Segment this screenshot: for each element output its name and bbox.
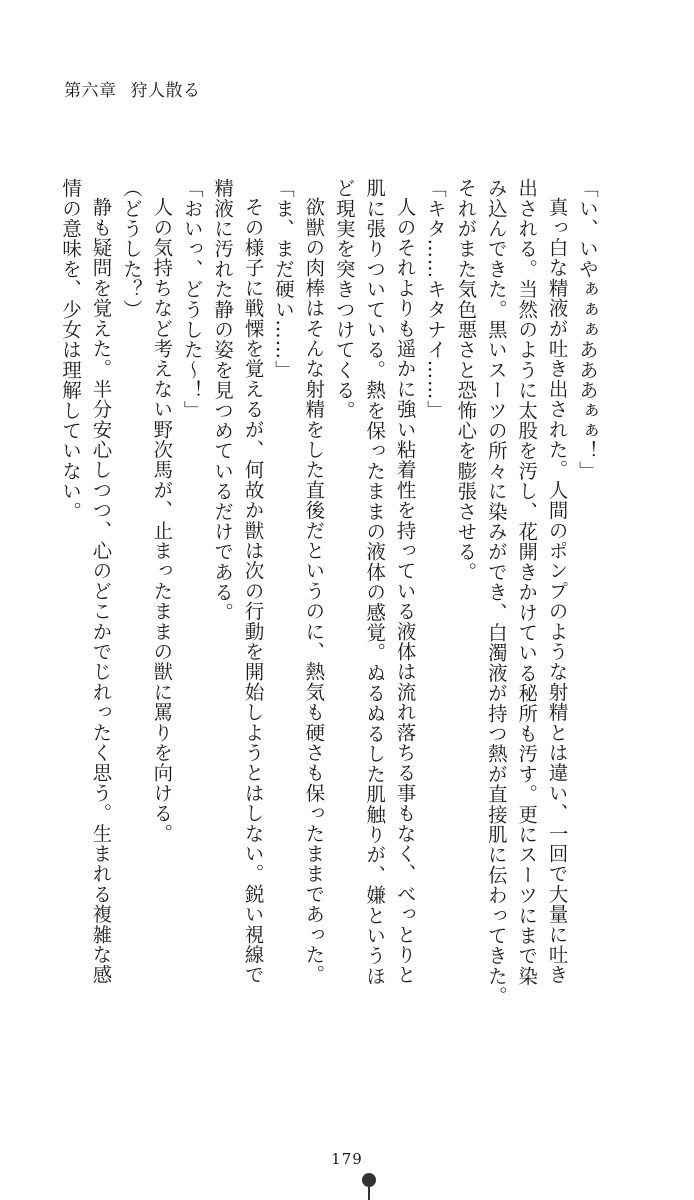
text-column: 欲獣の肉棒はそんな射精をした直後だというのに、熱気も硬さも保ったままであった。	[302, 197, 326, 986]
chapter-header	[64, 76, 201, 101]
text-column: 出される。当然のように太股を汚し、花開きかけている秘所も汚す。更にスーツにまで染	[515, 178, 539, 986]
text-column: 「おいっ、どうした～！」	[180, 178, 204, 421]
text-column: 「ま、まだ硬い……」	[271, 178, 295, 380]
page-number: 179	[331, 1150, 363, 1168]
text-column: 人の気持ちなど考えない野次馬が、止まったままの獣に罵りを向ける。	[150, 197, 174, 844]
text-column: 人のそれよりも遥かに強い粘着性を持っている液体は流れ落ちる事もなく、べっとりと	[393, 197, 417, 986]
text-column: その様子に戦慄を覚えるが、何故か獣は次の行動を開始しようとはしない。鋭い視線で	[241, 197, 265, 986]
text-column: 精液に汚れた静の姿を見つめているだけである。	[211, 178, 235, 623]
text-column: 情の意味を、少女は理解していない。	[59, 178, 83, 522]
text-column: 「キタ……キタナイ……」	[423, 178, 447, 421]
text-column: 「い、いやぁぁぁあああぁぁ！」	[576, 178, 599, 481]
page-ornament-icon	[361, 1173, 377, 1200]
text-column: ど現実を突きつけてくる。	[332, 178, 356, 421]
text-column: それがまた気色悪さと恐怖心を膨張させる。	[454, 178, 478, 582]
body-text	[55, 178, 602, 1007]
text-column: み込んできた。黒いスーツの所々に染みができ、白濁液が持つ熱が直接肌に伝わってきた。	[484, 178, 508, 1007]
text-column: 真っ白な精液が吐き出された。人間のポンプのような射精とは違い、一回で大量に吐き	[545, 197, 569, 986]
text-column: 肌に張りついている。熱を保ったままの液体の感覚。ぬるぬるした肌触りが、嫌というほ	[363, 178, 387, 986]
text-column: （どうした？）	[119, 178, 143, 320]
text-column: 静も疑問を覚えた。半分安心しつつ、心のどこかでじれったく思う。生まれる複雑な感	[89, 197, 113, 986]
chapter-title: 狩人散る	[130, 81, 201, 101]
chapter-number: 第六章	[64, 81, 117, 101]
